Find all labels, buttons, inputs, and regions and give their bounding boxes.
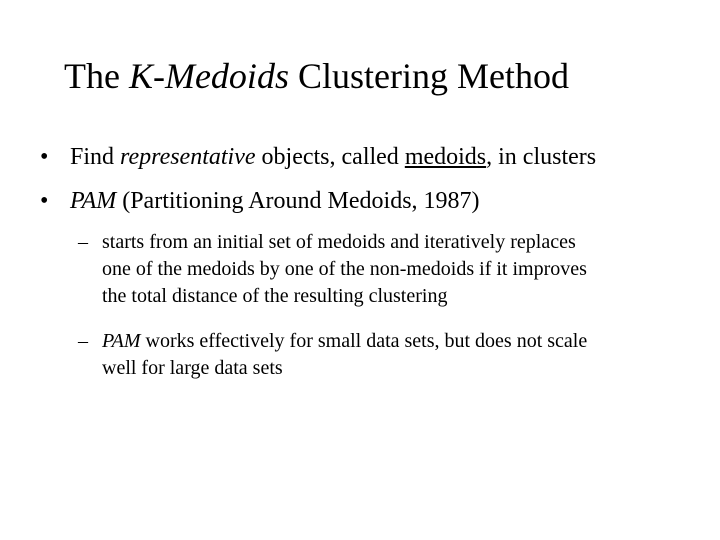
- bullet-text-part: objects, called: [255, 144, 405, 170]
- bullet-text-emphasis: PAM: [70, 188, 117, 214]
- bullet-text-part: , in clusters: [486, 144, 597, 170]
- bullet-text-part: (Partitioning Around Medoids, 1987): [116, 188, 480, 214]
- subbullet-line: the total distance of the resulting clustering: [102, 285, 448, 307]
- bullet-text: [70, 186, 480, 216]
- bullet-text: [70, 142, 596, 172]
- bullet-marker: •: [40, 188, 49, 214]
- slide-title: [64, 52, 569, 100]
- subbullet-line: [102, 328, 702, 355]
- subbullet-line: well for large data sets: [102, 357, 283, 379]
- bullet-text-part: Find: [70, 144, 121, 170]
- title-suffix: Clustering Method: [288, 56, 569, 96]
- title-emphasis: K-Medoids: [128, 56, 289, 96]
- subbullet-line: one of the medoids by one of the non-medoids if it improves: [102, 258, 587, 280]
- subbullet-emphasis: PAM: [102, 330, 141, 352]
- subbullet-line-rest: works effectively for small data sets, but does not scale: [140, 330, 588, 352]
- subbullet-marker: –: [78, 231, 88, 253]
- bullet-marker: •: [40, 144, 49, 170]
- subbullet-line: starts from an initial set of medoids and iteratively replaces: [102, 231, 576, 253]
- subbullet-text: [102, 328, 702, 382]
- subbullet-marker: –: [78, 330, 88, 352]
- title-prefix: The: [64, 56, 129, 96]
- bullet-text-underlined: medoids: [404, 144, 487, 170]
- bullet-text-emphasis: representative: [120, 144, 256, 170]
- subbullet-text: [102, 229, 702, 310]
